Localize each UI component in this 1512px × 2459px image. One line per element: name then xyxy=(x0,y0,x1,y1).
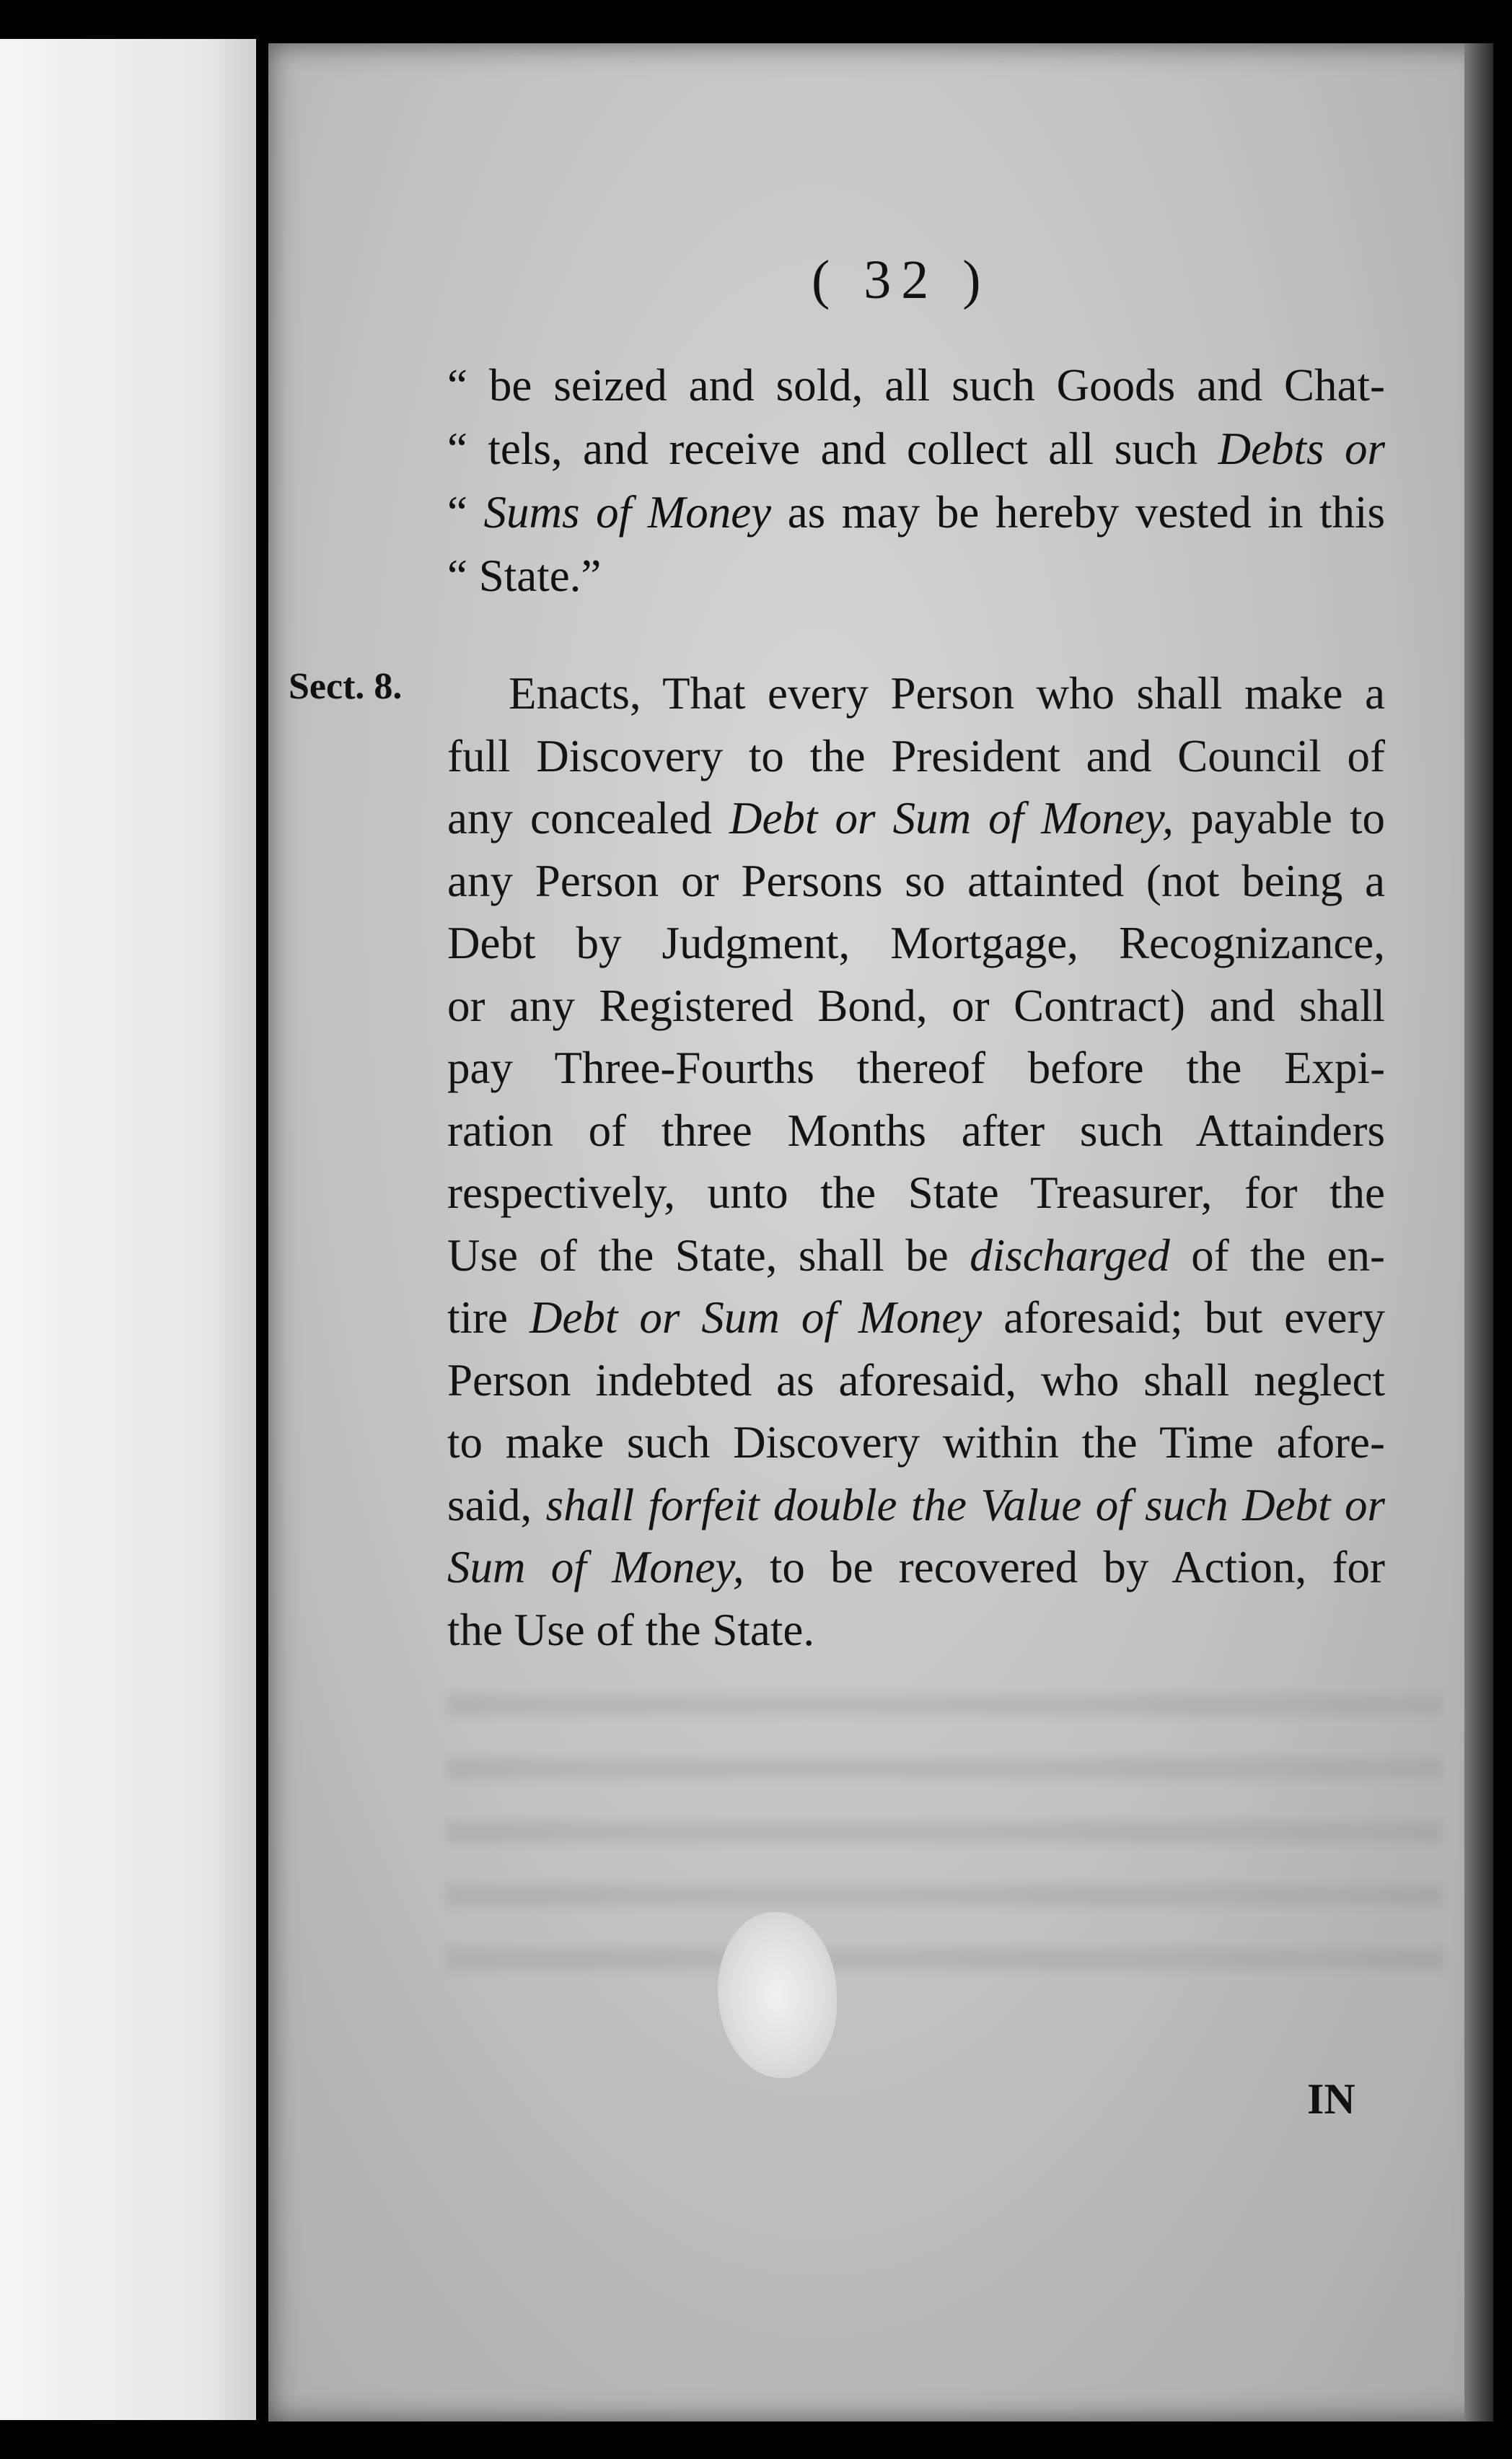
section-line-1: Enacts, That every Person who shall make a xyxy=(509,668,1385,719)
section-line-2: full Discovery to the President and Council of xyxy=(447,730,1385,781)
section-line-15 xyxy=(447,1536,1385,1599)
quote-line-4: “ State.” xyxy=(447,551,602,601)
page-number: ( 32 ) xyxy=(812,250,991,310)
section-line-10-a: Use of the State, shall be xyxy=(447,1230,970,1281)
section-label: Sect. 8. xyxy=(289,666,403,707)
section-line-3-b: payable to xyxy=(1173,793,1385,843)
section-line-7: pay Three-Fourths thereof before the Expi- xyxy=(447,1043,1385,1093)
section-line-10-b: of the en- xyxy=(1169,1230,1385,1281)
show-through-text xyxy=(447,1667,1443,1970)
section-line-15-b: to be recovered by Action, for xyxy=(744,1542,1385,1592)
quote-line-2 xyxy=(447,417,1385,481)
quote-line-2-text: “ tels, and receive and collect all such xyxy=(447,424,1218,474)
page-right-edge xyxy=(1464,43,1493,2421)
section-line-11-a: tire xyxy=(447,1292,529,1343)
section-line-16: the Use of the State. xyxy=(447,1604,815,1655)
section-line-11-italic: Debt or Sum of Money xyxy=(529,1292,983,1343)
section-line-14-italic: shall forfeit double the Value of such Debt or xyxy=(545,1479,1385,1530)
section-line-12: Person indebted as aforesaid, who shall neglect xyxy=(447,1354,1385,1406)
facing-page-edge xyxy=(0,39,256,2420)
section-line-3-italic: Debt or Sum of Money, xyxy=(729,793,1174,843)
quote-line-3-italic: Sums of Money xyxy=(483,487,772,538)
section-line-4: any Person or Persons so attainted (not being a xyxy=(447,855,1385,906)
quote-line-3-rest: as may be hereby vested in this xyxy=(771,487,1385,538)
section-line-14-a: said, xyxy=(447,1479,546,1530)
section-line-6: or any Registered Bond, or Contract) and shall xyxy=(447,980,1385,1031)
section-line-11 xyxy=(447,1287,1385,1349)
section-line-10 xyxy=(447,1224,1385,1287)
section-8-body xyxy=(447,662,1385,1661)
quote-line-2-italic: Debts or xyxy=(1218,424,1386,474)
quote-line-3-mark: “ xyxy=(447,487,484,538)
section-line-8: ration of three Months after such Attainders xyxy=(447,1105,1385,1156)
section-line-15-italic: Sum of Money, xyxy=(447,1542,744,1592)
section-line-5: Debt by Judgment, Mortgage, Recognizance, xyxy=(447,918,1385,968)
section-line-3 xyxy=(447,787,1385,850)
catchword: IN xyxy=(1307,2075,1355,2123)
quote-line-3 xyxy=(447,481,1385,544)
section-line-11-b: aforesaid; but every xyxy=(982,1292,1385,1343)
section-line-10-italic: discharged xyxy=(970,1230,1170,1281)
section-line-9: respectively, unto the State Treasurer, for the xyxy=(447,1167,1385,1218)
section-line-13: to make such Discovery within the Time afore- xyxy=(447,1417,1385,1468)
section-line-3-a: any concealed xyxy=(447,793,729,843)
section-line-14 xyxy=(447,1474,1385,1537)
quoted-text-block xyxy=(447,354,1385,608)
quote-line-1: “ be seized and sold, all such Goods and Chat- xyxy=(447,360,1385,411)
